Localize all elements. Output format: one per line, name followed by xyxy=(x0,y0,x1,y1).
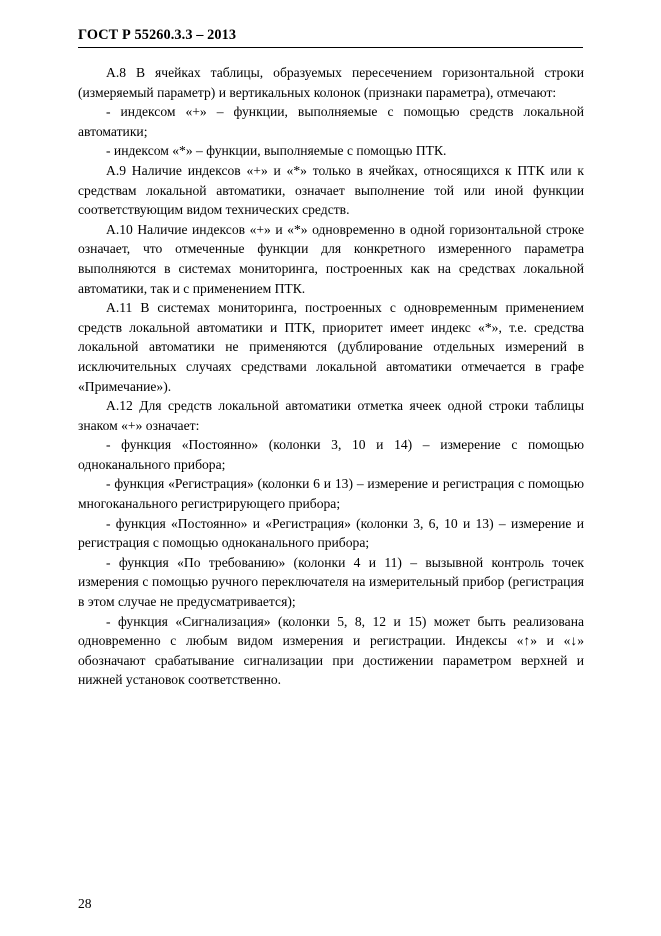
list-item-function-permanent: - функция «Постоянно» (колонки 3, 10 и 14) – измерение с помощью одноканального прибора; xyxy=(78,437,584,472)
paragraph-a11: А.11 В системах мониторинга, построенных с одновременным применением средств локальной автоматики и ПТК, приоритет имеет индекс «*», т.е. средства локальной автоматики не применяются (дублирование отдельных измерений в исключительных случаях средствами локальной автоматики отмечается в графе «Примечание»). xyxy=(78,300,584,394)
document-body xyxy=(78,63,584,690)
list-item-function-permanent-registration: - функция «Постоянно» и «Регистрация» (колонки 3, 6, 10 и 13) – измерение и регистрация с помощью одноканального прибора; xyxy=(78,515,584,551)
list-item-function-on-demand: - функция «По требованию» (колонки 4 и 11) – вызывной контроль точек измерения с помощью ручного переключателя на измерительный прибор (регистрация в этом случае не предусматривается); xyxy=(78,554,584,610)
list-item-index-asterisk: - индексом «*» – функции, выполняемые с помощью ПТК. xyxy=(106,143,447,159)
paragraph-a10: А.10 Наличие индексов «+» и «*» одновременно в одной горизонтальной строке означает, что отмеченные функции для конкретного измеренного параметра выполняются в системах мониторинга, построенных как на средствах локальной автоматики, так и с применением ПТК. xyxy=(78,221,584,296)
list-item-function-signaling: - функция «Сигнализация» (колонки 5, 8, 12 и 15) может быть реализована одновременно с любым видом измерения и регистрации. Индексы «↑» и «↓» обозначают срабатывание сигнализации при достижении параметром верхней и нижней установок соответственно. xyxy=(78,613,584,688)
page-number: 28 xyxy=(78,896,92,911)
paragraph-a12: А.12 Для средств локальной автоматики отметка ячеек одной строки таблицы знаком «+» означает: xyxy=(78,398,584,433)
page-header-standard-number: ГОСТ Р 55260.3.3 – 2013 xyxy=(78,27,237,43)
header-divider xyxy=(78,47,583,48)
paragraph-a8: А.8 В ячейках таблицы, образуемых пересечением горизонтальной строки (измеряемый параметр) и вертикальных колонок (признаки параметра), отмечают: xyxy=(78,65,584,100)
list-item-index-plus: - индексом «+» – функции, выполняемые с помощью средств локальной автоматики; xyxy=(78,104,584,139)
list-item-function-registration: - функция «Регистрация» (колонки 6 и 13) – измерение и регистрация с помощью многоканального регистрирующего прибора; xyxy=(78,476,584,512)
paragraph-a9: А.9 Наличие индексов «+» и «*» только в ячейках, относящихся к ПТК или к средствам локальной автоматики, означает выполнение той или иной функции соответствующим видом технических средств. xyxy=(78,162,584,218)
